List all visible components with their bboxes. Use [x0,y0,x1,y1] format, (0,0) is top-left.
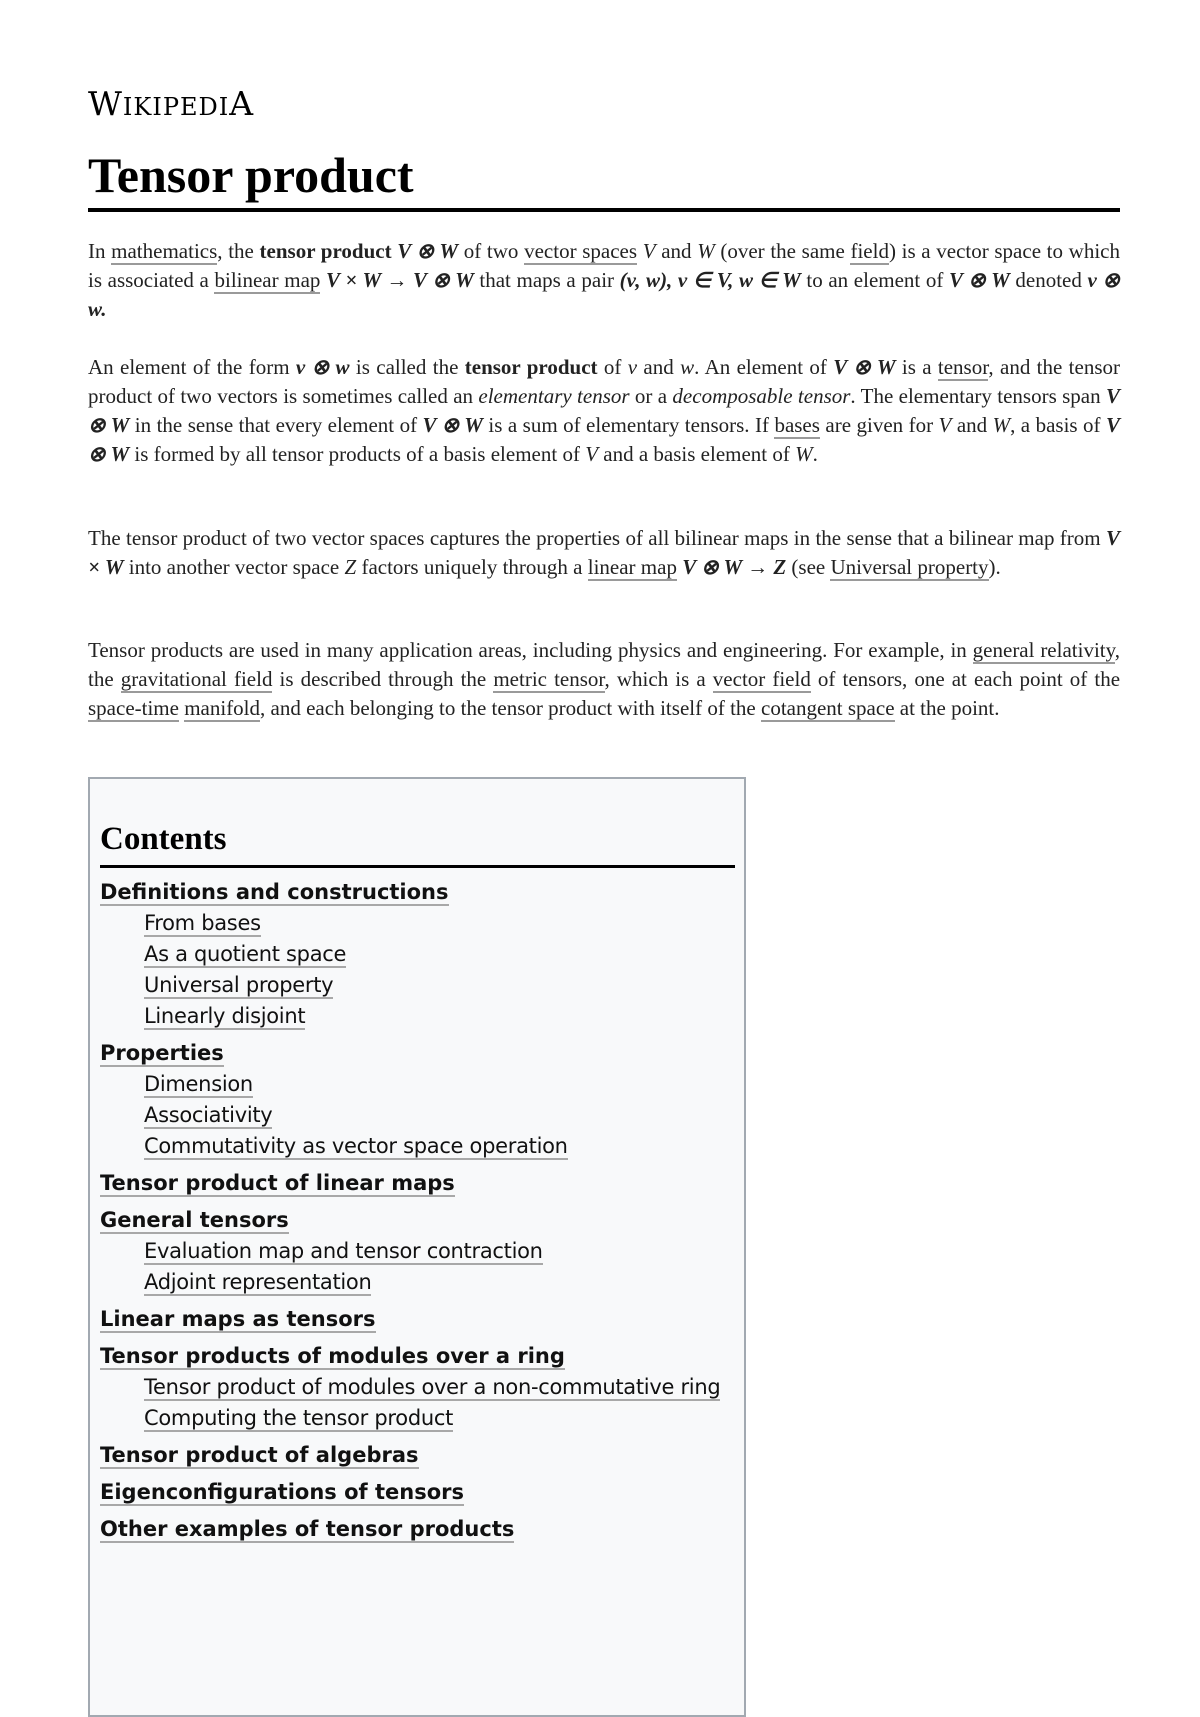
toc-item-label: Dimension [144,1072,253,1096]
toc-heading: Contents [100,821,227,857]
emphasis: decomposable tensor [672,384,851,408]
toc-item-label: Commutativity as vector space operation [144,1134,568,1158]
page-title: Tensor product [88,147,414,203]
link-gravitational-field[interactable]: gravitational field [120,667,273,691]
toc-section-link[interactable] [100,1343,565,1369]
bold-term: tensor product [259,239,392,263]
math-expression: V ⊗ W [949,268,1010,292]
link-manifold[interactable]: manifold [184,696,261,720]
link-bilinear-map[interactable]: bilinear map [214,268,321,292]
intro-paragraph-1: In mathematics, the tensor product V ⊗ W of two vector spaces V and W (over the same field) is a vector space to which is associated a bilinear map V × W → V ⊗ W that maps a pair (v, w), v ∈ V, w ∈ W to an element of V ⊗ W denoted v ⊗ w. [88,239,1121,321]
link-universal-property[interactable]: Universal property [830,555,989,579]
toc-item-label: Evaluation map and tensor contraction [144,1239,543,1263]
intro-paragraph-3: The tensor product of two vector spaces captures the properties of all bilinear maps in the sense that a bilinear map from V × W into another vector space Z factors uniquely through a linear map V ⊗ W → Z (see Universal property). [88,526,1120,579]
toc-item-label: As a quotient space [144,942,347,966]
toc-subsection-link[interactable] [144,1071,253,1097]
link-bases[interactable]: bases [774,413,820,437]
math-expression: Z [344,555,357,579]
toc-item-label: Tensor product of linear maps [100,1171,455,1195]
math-expression: V ⊗ W [397,239,459,263]
toc-subsection-link[interactable] [144,972,333,998]
math-expression: V ⊗ W [88,384,1120,437]
toc-item-label: Linear maps as tensors [100,1307,376,1331]
math-expression: V ⊗ W [833,355,896,379]
math-expression: v ⊗ w [295,355,350,379]
math-expression: V [938,413,952,437]
toc-section-link[interactable] [100,1516,514,1542]
math-expression: W [992,413,1011,437]
toc-item-label: Other examples of tensor products [100,1517,515,1541]
toc-item-label: Computing the tensor product [144,1406,454,1430]
toc-section-link[interactable] [100,879,449,905]
link-field[interactable]: field [850,239,889,263]
toc-section-link[interactable] [100,1442,419,1468]
toc-item-label: Tensor product of modules over a non-commutative ring [144,1375,721,1399]
toc-subsection-link[interactable] [144,941,346,967]
intro-paragraph-2: An element of the form v ⊗ w is called the tensor product of v and w. An element of V ⊗ W is a tensor, and the tensor product of two vectors is sometimes called an elementary tensor or a decomposable tensor. The elementary tensors span V ⊗ W in the sense that every element of V ⊗ W is a sum of elementary tensors. If bases are given for V and W, a basis of V ⊗ W is formed by all tensor products of a basis element of V and a basis element of W. [88,355,1121,466]
toc-subsection-link[interactable] [144,1405,453,1431]
math-expression: V × W [88,526,1120,579]
link-general-relativity[interactable]: general relativity [972,638,1115,662]
table-of-contents [88,777,746,1717]
math-expression: W [795,442,813,466]
link-metric-tensor[interactable]: metric tensor [493,667,605,691]
logo-letters: IKIPEDI [122,93,230,121]
toc-item-label: Tensor products of modules over a ring [100,1344,565,1368]
link-space-time[interactable]: space-time [88,696,179,720]
logo-letter: A [229,84,255,123]
toc-heading-underline [100,865,735,868]
link-cotangent-space[interactable]: cotangent space [761,696,895,720]
math-expression: v [627,355,638,379]
toc-subsection-link[interactable] [144,910,261,936]
toc-section-link[interactable] [100,1306,376,1332]
toc-item-label: Tensor product of algebras [100,1443,419,1467]
toc-item-label: Properties [100,1041,224,1065]
math-expression: w [680,355,695,379]
toc-item-label: General tensors [100,1208,289,1232]
toc-item-label: Associativity [144,1103,273,1127]
toc-section-link[interactable] [100,1040,224,1066]
link-vector-field[interactable]: vector field [712,667,811,691]
toc-subsection-link[interactable] [144,1374,720,1400]
math-expression: V ⊗ W [422,413,483,437]
link-mathematics[interactable]: mathematics [111,239,218,263]
title-underline [88,208,1120,212]
toc-item-label: Definitions and constructions [100,880,449,904]
toc-subsection-link[interactable] [144,1133,568,1159]
math-expression: W [697,239,715,263]
toc-section-link[interactable] [100,1170,455,1196]
link-tensor[interactable]: tensor [937,355,989,379]
toc-subsection-link[interactable] [144,1238,543,1264]
toc-item-label: From bases [144,911,261,935]
logo-letter: W [88,84,123,123]
toc-section-link[interactable] [100,1207,289,1233]
math-expression: v ⊗ w. [88,268,1121,321]
wikipedia-logo[interactable] [88,84,254,123]
math-expression: V ⊗ W → Z [682,555,787,579]
math-expression: V × W → V ⊗ W [326,268,474,292]
toc-item-label: Linearly disjoint [144,1004,306,1028]
toc-item-label: Adjoint representation [144,1270,372,1294]
emphasis: elementary tensor [478,384,630,408]
toc-section-link[interactable] [100,1479,464,1505]
bold-term: tensor product [464,355,598,379]
math-expression: V [642,239,656,263]
toc-item-label: Universal property [144,973,334,997]
link-vector-spaces[interactable]: vector spaces [524,239,638,263]
toc-subsection-link[interactable] [144,1003,305,1029]
math-expression: V [585,442,599,466]
toc-subsection-link[interactable] [144,1102,272,1128]
toc-subsection-link[interactable] [144,1269,371,1295]
math-expression: V ⊗ W [88,413,1120,466]
link-linear-map[interactable]: linear map [587,555,677,579]
intro-paragraph-4: Tensor products are used in many application areas, including physics and engineering. For example, in general relativity, the gravitational field is described through the metric tensor, which is a vector field of tensors, one at each point of the space-time manifold, and each belonging to the tensor product with itself of the cotangent space at the point. [88,638,1121,720]
toc-item-label: Eigenconfigurations of tensors [100,1480,464,1504]
math-expression: (v, w), v ∈ V, w ∈ W [619,268,801,292]
